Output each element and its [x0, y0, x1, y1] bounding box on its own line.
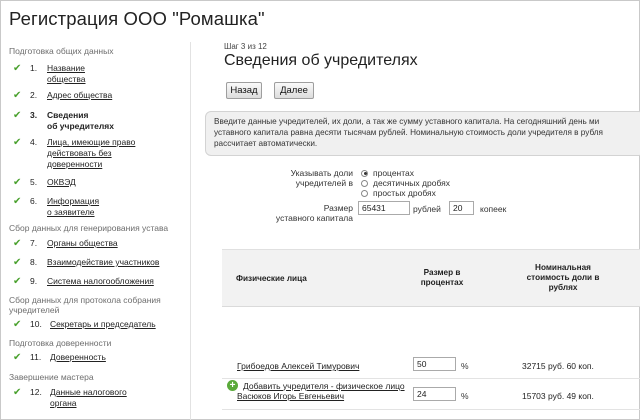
founder-percent-input[interactable] — [413, 357, 456, 371]
check-icon: ✔ — [13, 63, 22, 74]
check-icon: ✔ — [13, 276, 22, 287]
founder-cost: 32715 руб. 60 коп. — [522, 361, 594, 371]
founder-name-link[interactable]: Грибоедов Алексей Тимурович — [237, 361, 360, 371]
add-founder-link[interactable]: + Добавить учредителя - физическое лицо — [227, 380, 405, 391]
check-icon: ✔ — [13, 196, 22, 207]
radio-percent[interactable]: процентах — [361, 168, 414, 178]
sidebar-item-label[interactable]: Система налогообложения — [47, 276, 154, 286]
section-header: Сбор данных для генерирования устава — [9, 223, 169, 233]
check-icon: ✔ — [13, 110, 22, 121]
radio-decimal[interactable]: десятичных дробях — [361, 178, 450, 188]
sidebar-item-label[interactable]: Взаимодействие участников — [47, 257, 160, 267]
check-icon: ✔ — [13, 387, 22, 398]
capital-rubles-input[interactable] — [358, 201, 410, 215]
step-indicator: Шаг 3 из 12 — [224, 42, 267, 51]
back-button[interactable]: Назад — [226, 82, 262, 99]
row-divider — [222, 378, 640, 379]
section-header: Подготовка общих данных — [9, 46, 114, 56]
check-icon: ✔ — [13, 319, 22, 330]
sidebar-item-label[interactable]: Доверенность — [50, 352, 106, 362]
sidebar-item-label[interactable]: Данные налогового органа — [50, 387, 127, 408]
plus-circle-icon: + — [227, 380, 238, 391]
capital-label: Размер уставного капитала — [275, 203, 353, 223]
app-title: Регистрация ООО "Ромашка" — [9, 8, 265, 29]
check-icon: ✔ — [13, 238, 22, 249]
row-divider — [222, 409, 640, 410]
sidebar-item-label[interactable]: Лица, имеющие право действовать без доверенности — [47, 137, 136, 169]
column-header: Размер в процентах — [420, 268, 464, 287]
check-icon: ✔ — [13, 352, 22, 363]
sidebar-item-label[interactable]: Секретарь и председатель — [50, 319, 156, 329]
kopecks-unit: копеек — [480, 204, 507, 214]
page-title: Сведения об учредителях — [224, 52, 418, 69]
capital-kopecks-input[interactable] — [449, 201, 474, 215]
instructions-box: Введите данные учредителей, их доли, а так же сумму уставного капитала. На сегодняшний день ми уставного капитала равна десяти тысячам рублей. Номинальную стоимость доли учредителя в рубля рассчитает автоматически. — [205, 111, 640, 156]
sidebar-item-label[interactable]: Информация о заявителе — [47, 196, 100, 217]
founder-name-link[interactable]: Васюков Игорь Евгеньевич — [237, 391, 345, 401]
column-header: Номинальная стоимость доли в рублях — [526, 263, 600, 292]
check-icon: ✔ — [13, 137, 22, 148]
radio-button[interactable] — [361, 180, 368, 187]
radio-fraction[interactable]: простых дробях — [361, 188, 436, 198]
sidebar-item-label[interactable]: Адрес общества — [47, 90, 113, 100]
sidebar-item-label[interactable]: ОКВЭД — [47, 177, 76, 187]
check-icon: ✔ — [13, 90, 22, 101]
next-button[interactable]: Далее — [274, 82, 314, 99]
founders-table: Физические лица Размер в процентах Номинальная стоимость доли в рублях Грибоедов Алексей Тимурович 50 % 32715 руб. 60 коп. Васюков Игорь Евгеньевич 24 % 15703 руб. 49 коп. — [191, 247, 640, 420]
main-content — [191, 42, 640, 420]
radio-button[interactable] — [361, 170, 368, 177]
section-header: Подготовка доверенности — [9, 338, 112, 348]
sidebar-item-label[interactable]: Сведения об учредителях — [47, 110, 114, 131]
founder-percent-input[interactable] — [413, 387, 456, 401]
share-format-label: Указывать доли учредителей в — [290, 168, 353, 188]
section-header: Сбор данных для протокола собрания учредителей — [9, 295, 161, 315]
column-header: Физические лица — [236, 274, 307, 283]
check-icon: ✔ — [13, 177, 22, 188]
sidebar-item-label[interactable]: Название общества — [47, 63, 86, 84]
founder-cost: 15703 руб. 49 коп. — [522, 391, 594, 401]
section-header: Завершение мастера — [9, 372, 94, 382]
sidebar-item-label[interactable]: Органы общества — [47, 238, 118, 248]
rubles-unit: рублей — [413, 204, 441, 214]
wizard-sidebar: Подготовка общих данных ✔ 1. Название общества ✔ 2. Адрес общества ✔ 3. Сведения об учредителях ✔ 4. Лица, имеющие право действовать без доверенности ✔ 5. ОКВЭД ✔ 6. Информация о заявителе Сбор данных для генерирования устава ✔ 7. Органы общества ✔ 8. Взаимодействие участников ✔ 9. Система налогообложения Сбор данных для протокола собрания учредителей ✔ 10. Секретарь и председатель Подготовка доверенности ✔ 11. Доверенность Завершение мастера ✔ 12. Данные налогового органа — [9, 46, 169, 408]
radio-button[interactable] — [361, 190, 368, 197]
check-icon: ✔ — [13, 257, 22, 268]
table-header — [222, 249, 640, 307]
